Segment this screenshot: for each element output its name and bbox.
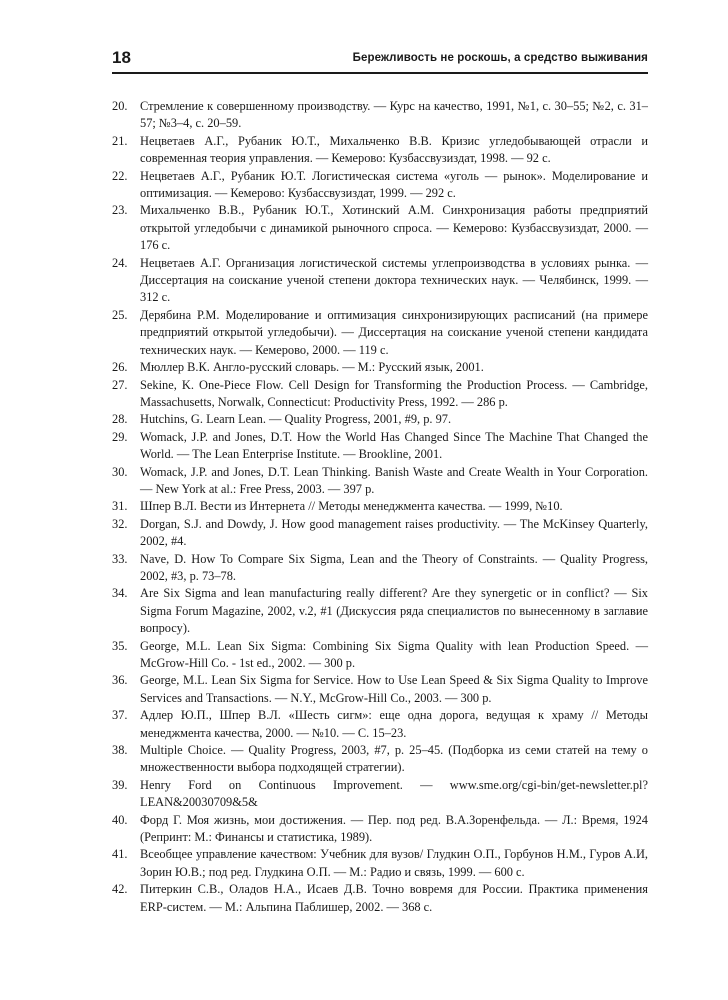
reference-item: [112, 202, 648, 254]
reference-number: 20.: [112, 99, 128, 113]
reference-number: 38.: [112, 743, 128, 758]
reference-number: 25.: [112, 307, 128, 322]
reference-text: Дерябина Р.М. Моделирование и оптимизация синхронизирующих расписаний (на примере предприятий открытой угледобычи). — Диссертация на соискание ученой степени кандидата технических наук. — Кемерово, 2000. — 119 с.: [140, 307, 648, 357]
reference-item: [112, 638, 648, 673]
reference-text: Nave, D. How To Compare Six Sigma, Lean and the Theory of Constraints. — Quality Progress, 2002, #3, p. 73–78.: [140, 551, 648, 583]
reference-item: [112, 168, 648, 203]
reference-number: 22.: [112, 168, 128, 183]
reference-text: Нецветаев А.Г., Рубаник Ю.Т. Логистическая система «уголь — рынок». Моделирование и оптимизация. — Кемерово: Кузбассвузиздат, 1999. — 292 с.: [140, 168, 648, 201]
reference-number: 32.: [112, 516, 128, 531]
reference-number: 29.: [112, 429, 128, 444]
reference-text: Нецветаев А.Г. Организация логистической системы углепроизводства в условиях рынка. — Диссертация на соискание ученой степени доктора технических наук. — Челябинск, 1999. — 312 с.: [140, 255, 648, 305]
reference-text: Womack, J.P. and Jones, D.T. Lean Thinking. Banish Waste and Create Wealth in Your Corporation. — New York at al.: Free Press, 2003. — 397 p.: [140, 464, 648, 496]
reference-number: 27.: [112, 377, 128, 392]
reference-text: George, M.L. Lean Six Sigma: Combining Six Sigma Quality with lean Production Speed. — McGrow-Hill Co. - 1st ed., 2002. — 300 p.: [140, 638, 648, 670]
running-title: Бережливость не роскошь, а средство выживания: [352, 52, 648, 64]
reference-item: [112, 585, 648, 637]
reference-text: Hutchins, G. Learn Lean. — Quality Progress, 2001, #9, p. 97.: [140, 412, 452, 427]
reference-number: 36.: [112, 673, 128, 688]
reference-item: [112, 464, 648, 499]
reference-text: Михальченко В.В., Рубаник Ю.Т., Хотинский А.М. Синхронизация работы предприятий открытой угледобычи с динамикой рыночного спроса. — Кемерово: Кузбассвузиздат, 2000. — 176 с.: [140, 203, 648, 253]
reference-number: 24.: [112, 255, 128, 270]
reference-number: 26.: [112, 360, 128, 375]
reference-number: 34.: [112, 586, 128, 601]
reference-item: [112, 777, 648, 812]
reference-text: Multiple Choice. — Quality Progress, 2003, #7, p. 25–45. (Подборка из семи статей на тему о множественности выбора подходящей стратегии).: [140, 743, 648, 775]
page-header: [112, 48, 648, 74]
reference-item: [112, 498, 648, 515]
reference-item: [112, 377, 648, 412]
reference-number: 42.: [112, 882, 128, 897]
reference-item: [112, 707, 648, 742]
reference-text: Мюллер В.К. Англо-русский словарь. — М.: Русский язык, 2001.: [140, 360, 484, 375]
reference-number: 31.: [112, 499, 128, 514]
reference-item: [112, 429, 648, 464]
reference-item: [112, 516, 648, 551]
reference-item: [112, 846, 648, 881]
reference-text: Sekine, K. One-Piece Flow. Cell Design for Transforming the Production Process. — Cambridge, Massachusetts, Norwalk, Connecticut: Productivity Press, 1992. — 286 p.: [140, 377, 648, 409]
reference-number: 28.: [112, 412, 128, 427]
reference-text: Нецветаев А.Г., Рубаник Ю.Т., Михальченко В.В. Кризис угледобывающей отрасли и современная теория управления. — Кемерово: Кузбассвузиздат, 1998. — 92 с.: [140, 133, 648, 166]
reference-text: Адлер Ю.П., Шпер В.Л. «Шесть сигм»: еще одна дорога, ведущая к храму // Методы менеджмента качества, 2000. — №10. — С. 15–23.: [140, 708, 648, 740]
reference-item: [112, 551, 648, 586]
reference-number: 23.: [112, 203, 128, 218]
reference-number: 33.: [112, 551, 128, 566]
reference-number: 40.: [112, 812, 128, 827]
reference-text: Are Six Sigma and lean manufacturing really different? Are they synergetic or in conflict? — Six Sigma Forum Magazine, 2002, v.2, #1 (Дискуссия ряда специалистов по вынесенному в заглавие вопросу).: [140, 586, 648, 636]
reference-item: [112, 133, 648, 168]
reference-number: 21.: [112, 133, 128, 148]
reference-text: Henry Ford on Continuous Improvement. — www.sme.org/cgi-bin/get-newsletter.pl?LEAN&20030709&5&: [140, 777, 648, 810]
reference-text: Dorgan, S.J. and Dowdy, J. How good management raises productivity. — The McKinsey Quarterly, 2002, #4.: [140, 516, 648, 549]
reference-list: [112, 98, 648, 916]
reference-text: Форд Г. Моя жизнь, мои достижения. — Пер. под ред. В.А.Зоренфельда. — Л.: Время, 1924 (Репринт: М.: Финансы и статистика, 1989).: [140, 812, 648, 845]
reference-text: Womack, J.P. and Jones, D.T. How the World Has Changed Since The Machine That Changed the World. — The Lean Enterprise Institute. — Brookline, 2001.: [140, 429, 648, 462]
reference-number: 39.: [112, 777, 128, 792]
reference-text: Всеобщее управление качеством: Учебник для вузов/ Глудкин О.П., Горбунов Н.М., Гуров А.И, Зорин Ю.В.; под ред. Глудкина О.П. — М.: Радио и связь, 1999. — 600 с.: [140, 847, 648, 879]
reference-number: 37.: [112, 708, 128, 723]
reference-item: [112, 255, 648, 307]
reference-item: [112, 672, 648, 707]
reference-text: Стремление к совершенному производству. — Курс на качество, 1991, №1, с. 30–55; №2, с. 31–57; №3–4, с. 20–59.: [140, 99, 648, 131]
reference-text: Шпер В.Л. Вести из Интернета // Методы менеджмента качества. — 1999, №10.: [140, 499, 563, 514]
reference-item: [112, 812, 648, 847]
reference-text: Питеркин С.В., Оладов Н.А., Исаев Д.В. Точно вовремя для России. Практика применения ERP-систем. — М.: Альпина Паблишер, 2002. — 368 с.: [140, 882, 648, 914]
reference-item: [112, 742, 648, 777]
reference-item: [112, 359, 648, 376]
reference-item: [112, 881, 648, 916]
reference-item: [112, 307, 648, 359]
reference-number: 35.: [112, 638, 128, 653]
reference-item: [112, 411, 648, 428]
page-number: 18: [112, 48, 131, 67]
reference-number: 30.: [112, 464, 128, 479]
reference-item: [112, 98, 648, 133]
reference-number: 41.: [112, 847, 128, 862]
reference-text: George, M.L. Lean Six Sigma for Service. How to Use Lean Speed & Six Sigma Quality to Improve Services and Transactions. — N.Y., McGrow-Hill Co., 2003. — 300 p.: [140, 673, 648, 705]
